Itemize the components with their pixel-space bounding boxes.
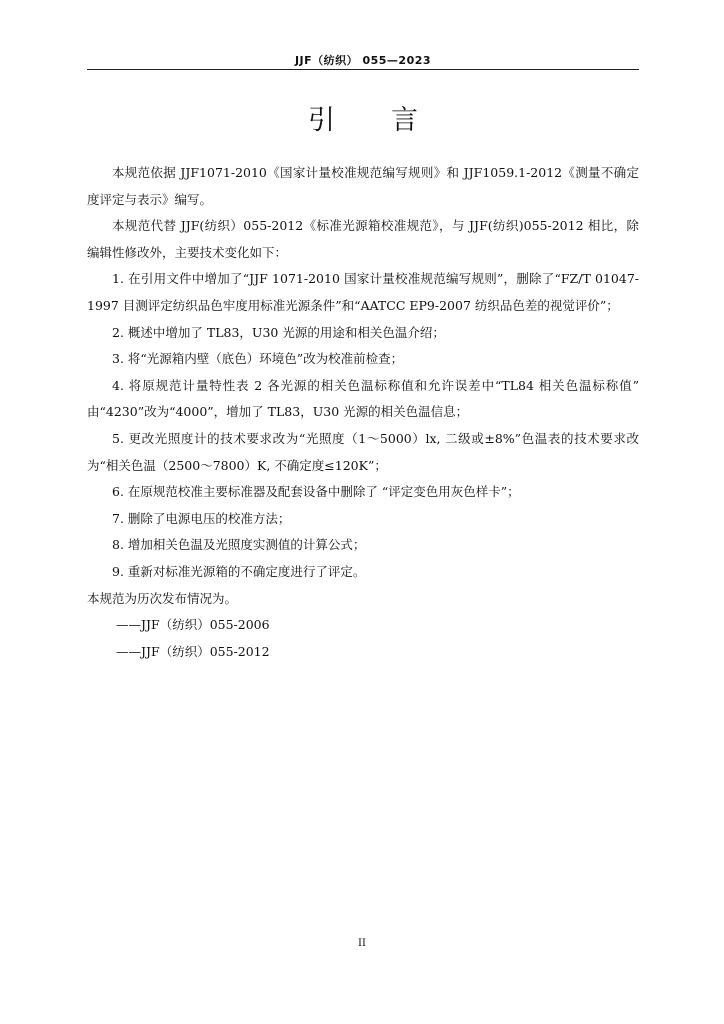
running-header: JJF（纺织） 055—2023 [294,54,432,67]
page-title: 引言 [308,105,474,136]
change-item-1: 1. 在引用文件中增加了“JJF 1071-2010 国家计量校准规范编写规则”，删除了“FZ/T 01047-1997 目测评定纺织品色牢度用标准光源条件”和“AATCC EP9-2007 纺织品色差的视觉评价”； [87,271,639,313]
paragraph-replacement: 本规范代替 JJF(纺织）055-2012《标准光源箱校准规范》，与 JJF(纺织)055-2012 相比，除编辑性修改外，主要技术变化如下： [87,218,639,260]
paragraph-basis: 本规范依据 JJF1071-2010《国家计量校准规范编写规则》和 JJF1059.1-2012《测量不确定度评定与表示》编写。 [87,165,639,207]
history-intro: 本规范为历次发布情况为。 [87,590,238,606]
change-item-2: 2. 概述中增加了 TL83，U30 光源的用途和相关色温介绍； [112,324,445,340]
change-item-6: 6. 在原规范校准主要标准器及配套设备中删除了 “评定变色用灰色样卡”； [112,484,520,500]
change-item-4: 4. 将原规范计量特性表 2 各光源的相关色温标称值和允许误差中“TL84 相关色温标称值” 由“4230”改为“4000”，增加了 TL83，U30 光源的相关色温信息； [87,377,639,420]
change-item-7: 7. 删除了电源电压的校准方法； [112,510,291,526]
header-divider [87,69,639,70]
page-number: II [358,938,366,949]
change-item-3: 3. 将“光源箱内壁（底色）环境色”改为校准前检查； [112,351,404,367]
change-item-5: 5. 更改光照度计的技术要求改为“光照度（1～5000）lx, 二级或±8%”色温表的技术要求改为“相关色温（2500～7800）K, 不确定度≤120K”； [87,430,639,473]
change-item-8: 8. 增加相关色温及光照度实测值的计算公式； [112,537,366,553]
history-item-2012: ——JJF（纺织）055-2012 [116,643,270,659]
document-body [87,160,639,665]
change-item-9: 9. 重新对标准光源箱的不确定度进行了评定。 [112,563,366,579]
history-item-2006: ——JJF（纺织）055-2006 [116,617,270,633]
